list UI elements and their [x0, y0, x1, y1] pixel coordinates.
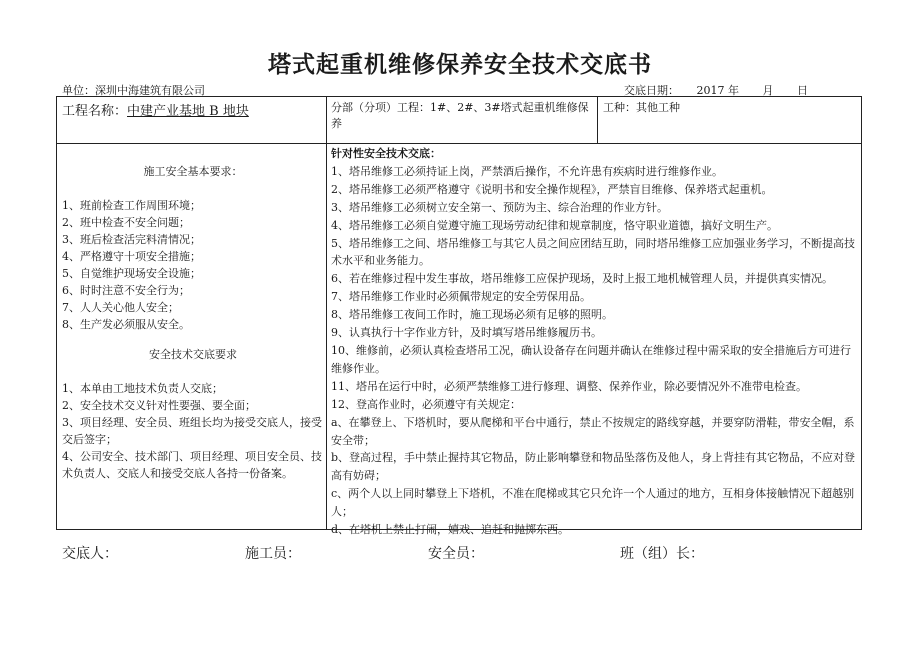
list-item: b、登高过程，手中禁止握持其它物品，防止影响攀登和物品坠落伤及他人，身上背挂有其它物品，不应对登高有妨碍； [331, 451, 856, 483]
list-item: 4、塔吊维修工必须自觉遵守施工现场劳动纪律和规章制度，恪守职业道德，搞好文明生产。 [331, 218, 778, 232]
company-unit: 单位：深圳中海建筑有限公司 [62, 84, 205, 97]
list-item: 5、自觉维护现场安全设施； [62, 267, 201, 280]
sub-project: 分部（分项）工程：1#、2#、3#塔式起重机维修保养 [331, 101, 589, 130]
list-item: 10、维修前，必须认真检查塔吊工况，确认设备存在问题并确认在维修过程中需采取的安全措施后方可进行维修作业。 [331, 343, 851, 375]
list-item: 7、人人关心他人安全； [62, 301, 179, 314]
list-item: c、两个人以上同时攀登上下塔机，不准在爬梯或其它只允许一个人通过的地方，互相身体接触情况下超越别人； [331, 487, 855, 519]
targeted-disclosure-section [331, 145, 861, 539]
date-month: 月 [762, 84, 774, 97]
list-item: d、在塔机上禁止打闹，嬉戏、追赶和抛掷东西。 [331, 523, 570, 537]
list-item: a、在攀登上、下塔机时，要从爬梯和平台中通行，禁止不按规定的路线穿越，并要穿防滑鞋，带安全帽，系安全带； [331, 415, 855, 447]
list-item: 7、塔吊维修工作业时必须佩带规定的安全劳保用品。 [331, 290, 591, 304]
work-type: 工种：其他工种 [603, 101, 680, 114]
disclosure-requirements-title: 安全技术交底要求 [149, 348, 237, 361]
list-item: 5、塔吊维修工之间、塔吊维修工与其它人员之间应团结互助，同时塔吊维修工应加强业务学习，不断提高技术水平和业务能力。 [331, 236, 855, 268]
list-item: 4、公司安全、技术部门、项目经理、项目安全员、技术负责人、交底人和接受交底人各持一份备案。 [62, 450, 322, 480]
list-item: 1、本单由工地技术负责人交底； [62, 382, 223, 395]
list-item: 4、严格遵守十项安全措施； [62, 250, 201, 263]
project-name-label: 工程名称： [62, 104, 128, 119]
project-name-value: 中建产业基地 B 地块 [127, 104, 249, 119]
project-name [62, 104, 249, 120]
safety-officer-signature: 安全员： [428, 546, 484, 562]
list-item: 2、塔吊维修工必须严格遵守《说明书和安全操作规程》，严禁盲目维修、保养塔式起重机。 [331, 182, 773, 196]
list-item: 11、塔吊在运行中时，必须严禁维修工进行修理、调整、保养作业，除必要情况外不准带电检查。 [331, 379, 807, 393]
date-day: 日 [797, 84, 808, 97]
list-item: 2、班中检查不安全问题； [62, 216, 190, 229]
list-item: 3、塔吊维修工必须树立安全第一、预防为主、综合治理的作业方针。 [331, 200, 668, 214]
targeted-disclosure-title: 针对性安全技术交底： [331, 147, 441, 160]
basic-requirements-section [62, 163, 324, 482]
list-item: 8、塔吊维修工夜间工作时，施工现场必须有足够的照明。 [331, 308, 613, 322]
team-leader-signature: 班（组）长： [620, 546, 704, 562]
list-item: 12、登高作业时，必须遵守有关规定： [331, 397, 521, 411]
list-item: 1、塔吊维修工必须持证上岗，严禁酒后操作，不允许患有疾病时进行维修作业。 [331, 164, 723, 178]
discloser-signature: 交底人： [62, 546, 118, 562]
list-item: 1、班前检查工作周围环境； [62, 199, 201, 212]
list-item: 6、时时注意不安全行为； [62, 284, 190, 297]
list-item: 2、安全技术交义针对性要强、要全面； [62, 399, 256, 412]
list-item: 9、认真执行十字作业方针，及时填写塔吊维修履历书。 [331, 326, 602, 340]
list-item: 3、项目经理、安全员、班组长均为接受交底人，接受交后签字； [62, 416, 322, 446]
table-col-divider [326, 96, 327, 530]
date-year: 2017 年 [696, 84, 739, 97]
list-item: 8、生产发必须服从安全。 [62, 318, 190, 331]
table-row-divider [56, 143, 862, 144]
basic-requirements-title: 施工安全基本要求： [143, 165, 243, 178]
constructor-signature: 施工员： [245, 546, 301, 562]
list-item: 3、班后检查活完料清情况； [62, 233, 201, 246]
list-item: 6、若在维修过程中发生事故，塔吊维修工应保护现场，及时上报工地机械管理人员，并提供真实情况。 [331, 272, 833, 286]
document-title: 塔式起重机维修保养安全技术交底书 [268, 52, 652, 78]
table-col-divider-top [597, 96, 598, 143]
date-label: 交底日期： [624, 84, 679, 97]
